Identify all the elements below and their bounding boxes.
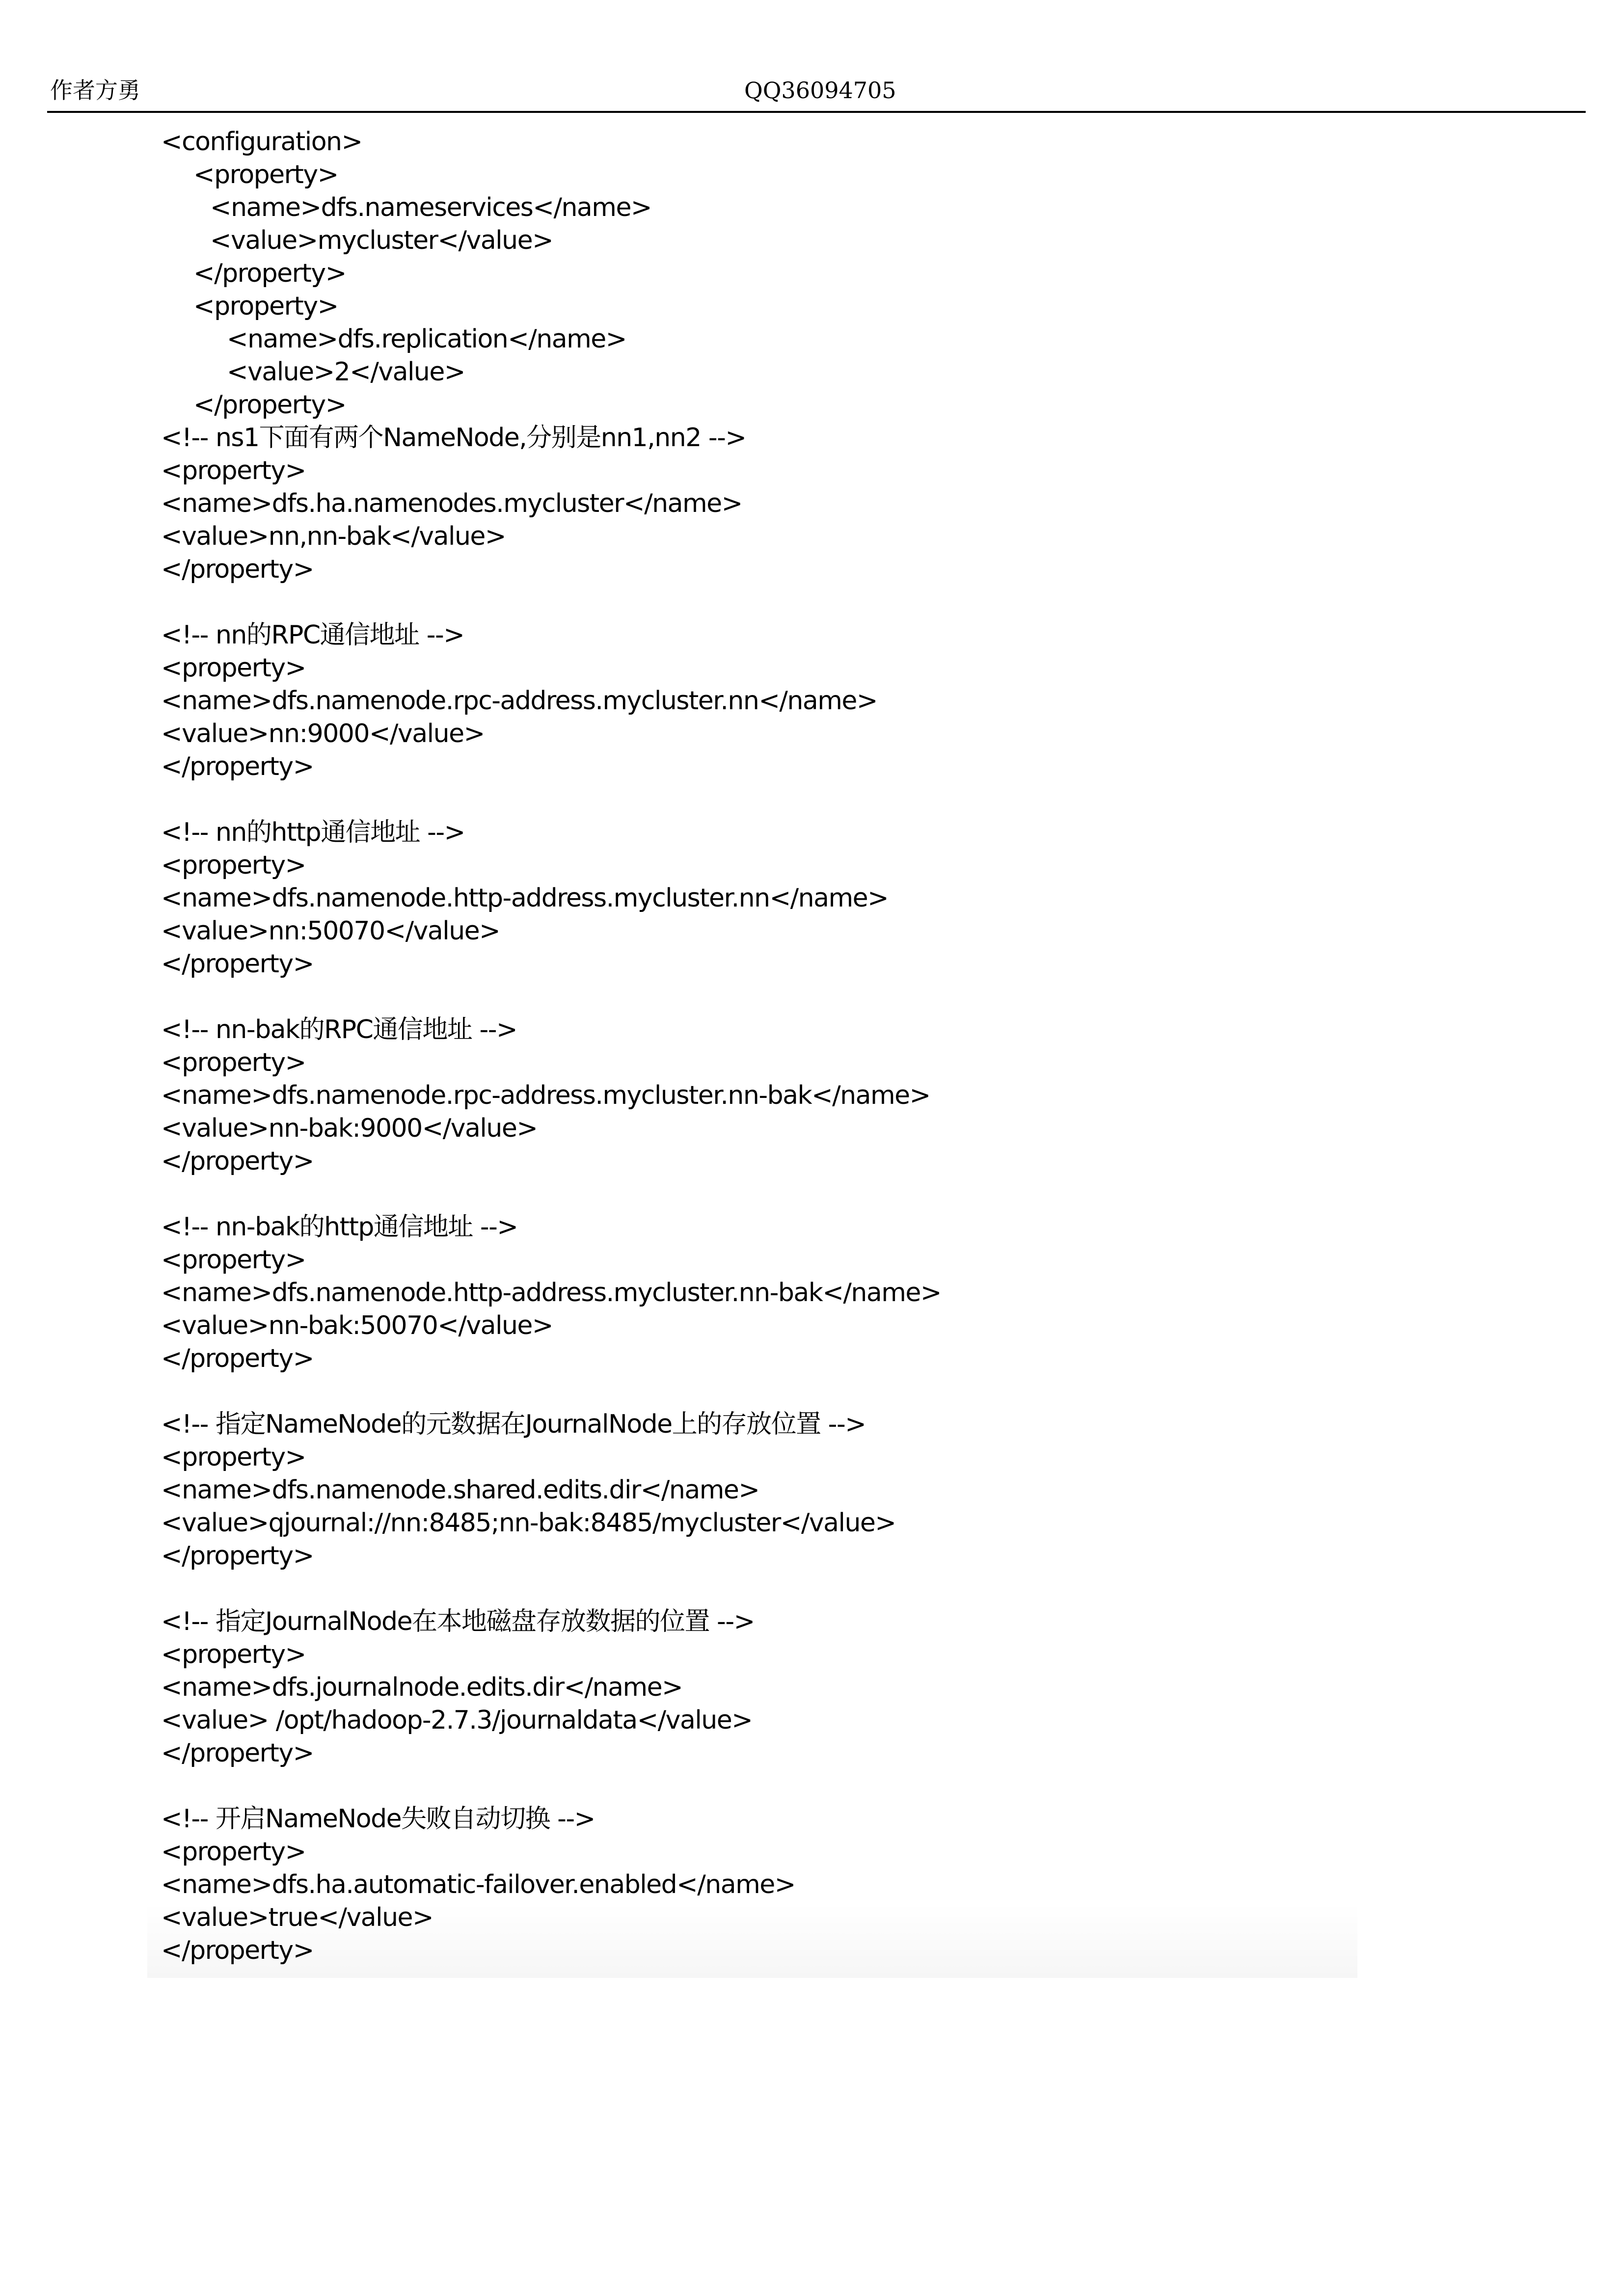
code-line: <value>nn-bak:50070</value> bbox=[161, 1311, 553, 1340]
code-line: <name>dfs.namenode.shared.edits.dir</name> bbox=[161, 1475, 759, 1505]
code-line: <!-- nn的RPC通信地址 --> bbox=[161, 620, 464, 650]
code-line: <value>true</value> bbox=[161, 1903, 433, 1932]
code-line: <value>nn,nn-bak</value> bbox=[161, 522, 506, 551]
blank-line bbox=[161, 586, 941, 619]
code-line: </property> bbox=[161, 1147, 314, 1176]
code-line: <value>2</value> bbox=[227, 357, 465, 387]
code-line: <!-- ns1下面有两个NameNode,分别是nn1,nn2 --> bbox=[161, 423, 746, 453]
code-line: <name>dfs.namenode.rpc-address.mycluster.nn</name> bbox=[161, 686, 877, 716]
code-line: <property> bbox=[193, 160, 338, 189]
code-line: <value>nn:9000</value> bbox=[161, 719, 485, 748]
header-author: 作者方勇 bbox=[50, 77, 140, 104]
code-line: <configuration> bbox=[161, 127, 362, 157]
code-line: <property> bbox=[161, 653, 306, 683]
code-line: </property> bbox=[161, 1344, 314, 1373]
header-qq: QQ36094705 bbox=[744, 77, 896, 104]
blank-line bbox=[161, 981, 941, 1014]
code-line: </property> bbox=[193, 390, 346, 420]
code-line: </property> bbox=[161, 555, 314, 584]
code-line: <name>dfs.namenode.http-address.mycluster.nn</name> bbox=[161, 883, 889, 913]
code-line: <value>nn:50070</value> bbox=[161, 916, 500, 946]
code-line: <property> bbox=[161, 851, 306, 880]
code-line: <name>dfs.journalnode.edits.dir</name> bbox=[161, 1673, 683, 1702]
code-line: <value>nn-bak:9000</value> bbox=[161, 1114, 538, 1143]
code-line: <!-- 指定NameNode的元数据在JournalNode上的存放位置 --> bbox=[161, 1410, 866, 1439]
code-line: <name>dfs.ha.automatic-failover.enabled</name> bbox=[161, 1870, 795, 1899]
code-line: </property> bbox=[161, 1541, 314, 1571]
code-lines bbox=[161, 126, 941, 1967]
blank-line bbox=[161, 1573, 941, 1605]
code-line: <value>qjournal://nn:8485;nn-bak:8485/mycluster</value> bbox=[161, 1508, 896, 1538]
blank-line bbox=[161, 1178, 941, 1211]
code-line: <property> bbox=[161, 1837, 306, 1867]
blank-line bbox=[161, 1375, 941, 1408]
code-line: <property> bbox=[161, 1640, 306, 1669]
code-line: <name>dfs.ha.namenodes.mycluster</name> bbox=[161, 489, 742, 518]
code-line: <!-- nn的http通信地址 --> bbox=[161, 818, 465, 847]
code-line: <!-- nn-bak的http通信地址 --> bbox=[161, 1212, 518, 1242]
code-line: <property> bbox=[161, 1442, 306, 1472]
code-line: </property> bbox=[161, 949, 314, 979]
code-line: <property> bbox=[161, 456, 306, 485]
code-line: <name>dfs.nameservices</name> bbox=[210, 193, 651, 222]
code-line: <property> bbox=[161, 1048, 306, 1077]
code-line: <name>dfs.replication</name> bbox=[227, 324, 626, 354]
blank-line bbox=[161, 783, 941, 816]
code-line: </property> bbox=[193, 259, 346, 288]
code-line: <property> bbox=[161, 1245, 306, 1275]
code-line: <!-- 开启NameNode失败自动切换 --> bbox=[161, 1804, 595, 1834]
blank-line bbox=[161, 1770, 941, 1803]
code-line: <name>dfs.namenode.http-address.mycluster.nn-bak</name> bbox=[161, 1278, 941, 1308]
code-line: <value>mycluster</value> bbox=[210, 226, 553, 255]
code-line: <property> bbox=[193, 292, 338, 321]
code-line: <name>dfs.namenode.rpc-address.mycluster.nn-bak</name> bbox=[161, 1081, 930, 1110]
code-line: </property> bbox=[161, 752, 314, 781]
page-header bbox=[47, 74, 1586, 113]
code-block bbox=[147, 123, 1357, 1978]
code-line: <!-- 指定JournalNode在本地磁盘存放数据的位置 --> bbox=[161, 1607, 755, 1636]
code-line: </property> bbox=[161, 1936, 314, 1965]
code-line: <value> /opt/hadoop-2.7.3/journaldata</value> bbox=[161, 1706, 753, 1735]
code-line: <!-- nn-bak的RPC通信地址 --> bbox=[161, 1015, 517, 1044]
code-line: </property> bbox=[161, 1738, 314, 1768]
